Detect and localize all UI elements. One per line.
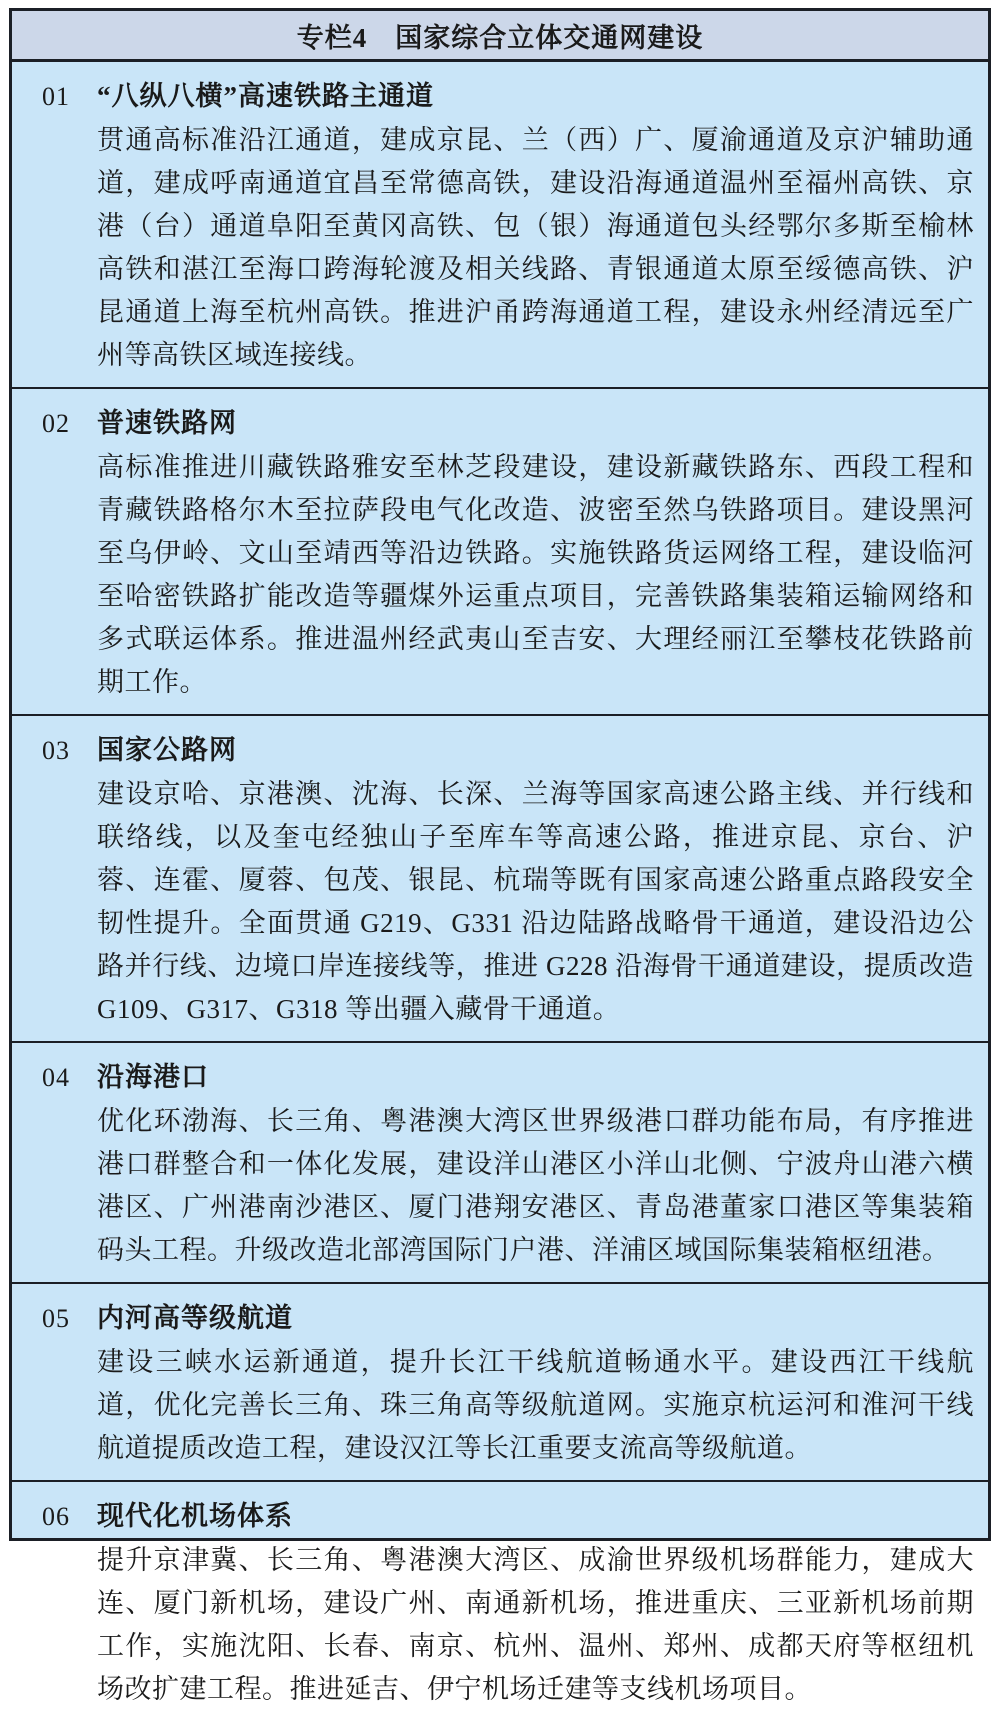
section-02 [12, 387, 988, 714]
section-body: 提升京津冀、长三角、粤港澳大湾区、成渝世界级机场群能力，建成大连、厦门新机场，建设广州、南通新机场，推进重庆、三亚新机场前期工作，实施沈阳、长春、南京、杭州、温州、郑州、成都天府等枢纽机场改扩建工程。推进延吉、伊宁机场迁建等支线机场项目。 [97, 1545, 974, 1704]
section-body: 建设三峡水运新通道，提升长江干线航道畅通水平。建设西江干线航道，优化完善长三角、珠三角高等级航道网。实施京杭运河和淮河干线航道提质改造工程，建设汉江等长江重要支流高等级航道。 [97, 1347, 974, 1463]
section-number: 05 [42, 1304, 70, 1333]
section-title: 内河高等级航道 [97, 1303, 293, 1333]
section-01 [12, 62, 988, 387]
section-body: 贯通高标准沿江通道，建成京昆、兰（西）广、厦渝通道及京沪辅助通道，建成呼南通道宜昌至常德高铁，建设沿海通道温州至福州高铁、京港（台）通道阜阳至黄冈高铁、包（银）海通道包头经鄂尔多斯至榆林高铁和湛江至海口跨海轮渡及相关线路、青银通道太原至绥德高铁、沪昆通道上海至杭州高铁。推进沪甬跨海通道工程，建设永州经清远至广州等高铁区域连接线。 [97, 125, 974, 370]
section-title: 普速铁路网 [97, 408, 237, 438]
section-04-head [42, 1055, 974, 1094]
section-body: 优化环渤海、长三角、粤港澳大湾区世界级港口群功能布局，有序推进港口群整合和一体化发展，建设洋山港区小洋山北侧、宁波舟山港六横港区、广州港南沙港区、厦门港翔安港区、青岛港董家口港区等集装箱码头工程。升级改造北部湾国际门户港、洋浦区域国际集装箱枢纽港。 [97, 1106, 974, 1265]
box-header-title: 专栏4 国家综合立体交通网建设 [12, 11, 988, 62]
section-number: 01 [42, 82, 70, 111]
section-03-head [42, 728, 974, 767]
section-title: “八纵八横”高速铁路主通道 [97, 81, 434, 111]
section-05 [12, 1282, 988, 1480]
section-title: 国家公路网 [97, 735, 237, 765]
section-02-head [42, 401, 974, 440]
section-number: 03 [42, 736, 70, 765]
section-05-head [42, 1296, 974, 1335]
section-title: 现代化机场体系 [97, 1501, 293, 1531]
section-title: 沿海港口 [97, 1062, 209, 1092]
section-body: 建设京哈、京港澳、沈海、长深、兰海等国家高速公路主线、并行线和联络线，以及奎屯经独山子至库车等高速公路，推进京昆、京台、沪蓉、连霍、厦蓉、包茂、银昆、杭瑞等既有国家高速公路重点路段安全韧性提升。全面贯通 G219、G331 沿边陆路战略骨干通道，建设沿边公路并行线、边境口岸连接线等，推进 G228 沿海骨干通道建设，提质改造 G109、G317、G318 等出疆入藏骨干通道。 [97, 779, 974, 1024]
section-01-head [42, 74, 974, 113]
column-box [9, 8, 991, 1704]
section-06-head [42, 1494, 974, 1533]
section-06 [12, 1480, 988, 1721]
section-body: 高标准推进川藏铁路雅安至林芝段建设，建设新藏铁路东、西段工程和青藏铁路格尔木至拉萨段电气化改造、波密至然乌铁路项目。建设黑河至乌伊岭、文山至靖西等沿边铁路。实施铁路货运网络工程，建设临河至哈密铁路扩能改造等疆煤外运重点项目，完善铁路集装箱运输网络和多式联运体系。推进温州经武夷山至吉安、大理经丽江至攀枝花铁路前期工作。 [97, 452, 974, 697]
section-number: 04 [42, 1063, 70, 1092]
section-number: 06 [42, 1502, 70, 1531]
section-number: 02 [42, 409, 70, 438]
section-04 [12, 1041, 988, 1282]
section-03 [12, 714, 988, 1041]
